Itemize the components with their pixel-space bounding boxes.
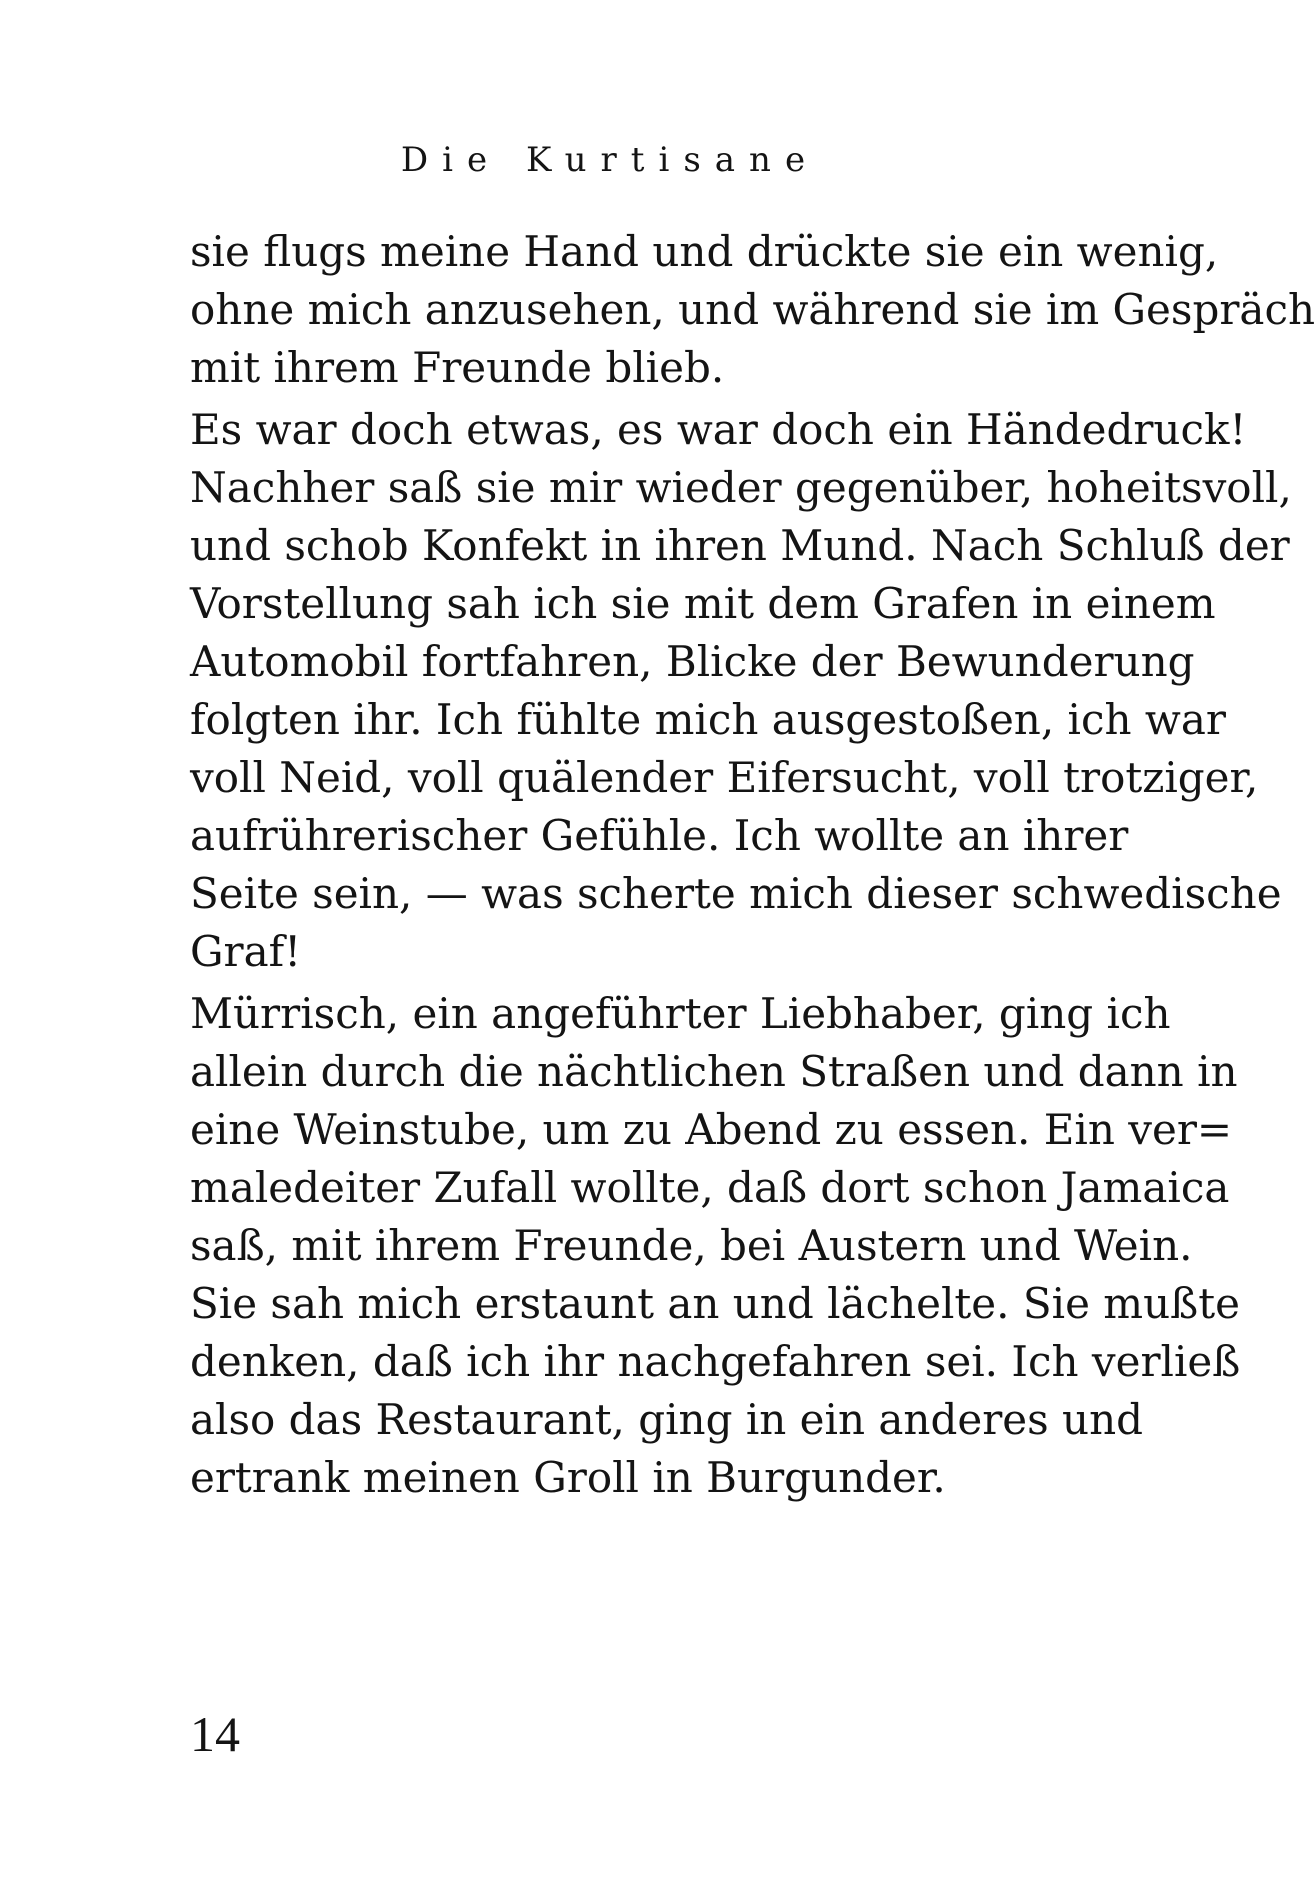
text-line: voll Neid, voll quälender Eifersucht, voll trotziger, (190, 753, 1259, 802)
text-line: Es war doch etwas, es war doch ein Händedruck! (190, 405, 1247, 454)
text-line: saß, mit ihrem Freunde, bei Austern und Wein. (190, 1221, 1193, 1270)
text-line: folgten ihr. Ich fühlte mich ausgestoßen, ich war (190, 695, 1226, 744)
text-line: und schob Konfekt in ihren Mund. Nach Schluß der (190, 521, 1290, 570)
text-line: Sie sah mich erstaunt an und lächelte. Sie mußte (190, 1279, 1240, 1328)
text-line: also das Restaurant, ging in ein anderes und (190, 1395, 1144, 1444)
text-line: Mürrisch, ein angeführter Liebhaber, ging ich (190, 989, 1171, 1038)
text-line: mit ihrem Freunde blieb. (190, 343, 725, 392)
text-line: Nachher saß sie mir wieder gegenüber, hoheitsvoll, (190, 463, 1292, 512)
text-line: aufrührerischer Gefühle. Ich wollte an ihrer (190, 811, 1129, 860)
text-line: Graf! (190, 927, 302, 976)
text-line: Seite sein, — was scherte mich dieser schwedische (190, 869, 1282, 918)
page-number: 14 (190, 1706, 240, 1762)
text-line: ohne mich anzusehen, und während sie im Gespräch (190, 285, 1315, 334)
running-head: Die Kurtisane (400, 140, 820, 180)
text-line: ertrank meinen Groll in Burgunder. (190, 1453, 946, 1502)
text-line: eine Weinstube, um zu Abend zu essen. Ein ver= (190, 1105, 1233, 1154)
text-line: allein durch die nächtlichen Straßen und dann in (190, 1047, 1238, 1096)
text-line: Automobil fortfahren, Blicke der Bewunderung (190, 637, 1195, 686)
text-line: denken, daß ich ihr nachgefahren sei. Ich verließ (190, 1337, 1241, 1386)
text-line: maledeiter Zufall wollte, daß dort schon Jamaica (190, 1163, 1230, 1212)
text-line: sie flugs meine Hand und drückte sie ein wenig, (190, 227, 1219, 276)
text-line: Vorstellung sah ich sie mit dem Grafen in einem (190, 579, 1216, 628)
